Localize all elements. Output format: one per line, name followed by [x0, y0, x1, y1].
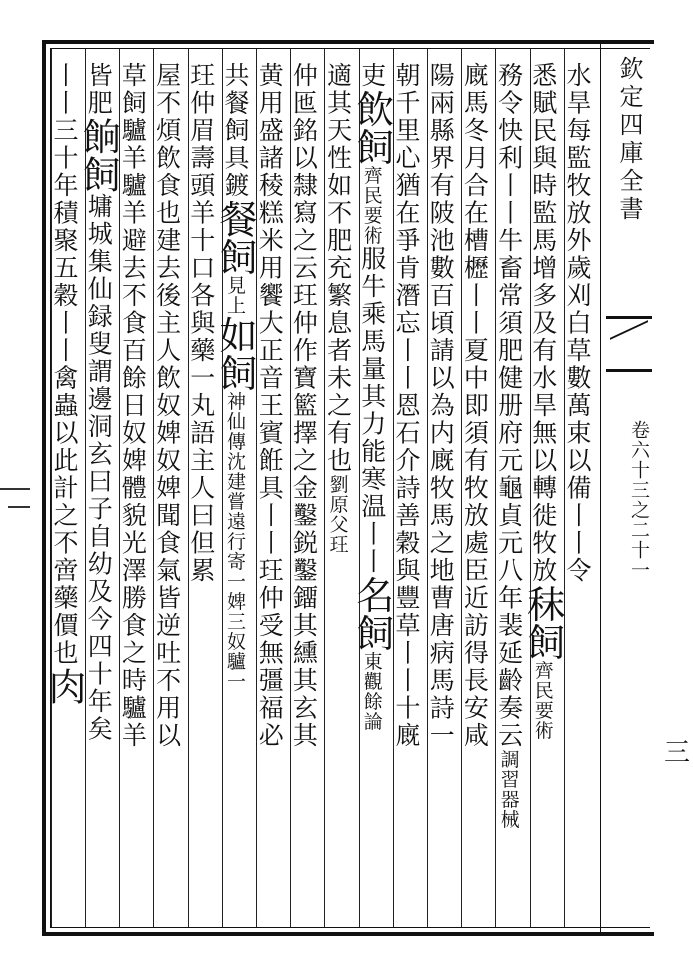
- entry-heading: 飲飼: [349, 89, 394, 166]
- source-note: 東觀餘論: [360, 651, 383, 732]
- text-segment: 頭羊十口各與藥一丸語主人曰但累: [186, 172, 216, 585]
- text-column: [255, 62, 288, 922]
- text-segment: 仲匜銘以隸寫之云玨仲作寶籃擇之金鑿鋭鑿鐂其纁其玄其: [289, 62, 319, 750]
- entry-heading: 名飼: [349, 575, 394, 652]
- text-column: [494, 62, 527, 922]
- text-column: [186, 62, 220, 922]
- text-segment: 墉城集仙録叟謂邊洞玄曰子自幼及今四十年矣: [84, 193, 114, 743]
- page-number: 三: [664, 738, 691, 768]
- scan-mark: [0, 488, 30, 490]
- source-note: 劉原父玨: [326, 474, 349, 555]
- text-column: [152, 62, 185, 922]
- source-note: 神仙傳沈建嘗遠行寄一婢三奴驢一: [223, 391, 246, 692]
- text-column: [562, 62, 596, 922]
- text-segment: 皆肥: [84, 62, 114, 117]
- source-note: 見上: [223, 275, 246, 316]
- text-column: [118, 62, 151, 922]
- entry-heading: 肉: [41, 667, 86, 705]
- center-fold-line: [600, 44, 601, 932]
- text-segment: 廐馬冬月合在槽櫪丨丨夏中即須有牧放處臣近訪得長安咸: [460, 62, 490, 750]
- text-column: [460, 62, 493, 922]
- text-column: [76, 62, 121, 922]
- text-column: [426, 62, 459, 922]
- text-segment: 水旱每監牧放外歲刈白草數萬束以備丨丨令: [562, 62, 592, 585]
- source-note: 齊民要術: [360, 165, 383, 246]
- text-column: [391, 62, 425, 922]
- text-segment: 適其天性如不肥充繁息者未之有也: [323, 62, 353, 475]
- text-segment: 陽兩縣界有陂池數百頃請以為内廐牧馬之地曹唐病馬詩一: [426, 62, 456, 750]
- text-segment: 草飼驢羊驢羊避去不食百餘日奴婢體貌光澤勝食之時驢羊: [118, 62, 148, 750]
- text-segment: 朝千里心猶在爭肯潛忘丨丨恩石介詩善穀與豐草丨丨十廐: [391, 62, 421, 750]
- entry-heading: 餐飼: [212, 199, 257, 276]
- text-segment: 務令快利丨丨牛畜常須肥健册府元龜貞元八年裴延齡奏云: [494, 62, 524, 750]
- entry-heading: 如飼: [212, 315, 257, 392]
- entry-heading: 餉飼: [76, 117, 121, 193]
- text-column: [323, 62, 356, 922]
- text-column: [520, 62, 565, 922]
- source-note: 齊民要術: [531, 660, 554, 741]
- juan-label: 卷六十三之二十一: [628, 420, 650, 580]
- text-segment: 玨仲眉壽: [186, 62, 216, 172]
- text-column: [349, 62, 394, 922]
- text-segment: 共餐飼具鍍: [220, 62, 250, 200]
- text-column: [289, 62, 322, 922]
- text-segment: 悉賦民與時監馬增多及有水旱無以轉徙牧放: [528, 62, 558, 585]
- text-column: [41, 62, 86, 922]
- text-segment: 黄用盛諸稜糕米用饗大正音王賓餁具丨丨玨仲受無彊福必: [255, 62, 285, 750]
- fishtail-mark: [606, 316, 652, 372]
- text-segment: 屋不煩飲食也建去後主人飲奴婢奴婢聞食氣皆逆吐不用以: [152, 62, 182, 750]
- book-title: 欽定四庫全書: [615, 56, 643, 224]
- text-segment: 吏: [357, 62, 387, 90]
- entry-heading: 秣飼: [520, 584, 565, 661]
- text-column: [212, 62, 257, 922]
- text-segment: 服牛乘馬量其力能寒温丨丨: [357, 245, 387, 576]
- scan-mark: [8, 506, 30, 508]
- text-segment: 丨丨三十年積聚五穀丨丨禽蟲以此計之不啻藥價也: [49, 62, 79, 667]
- source-note: 調習器械: [497, 749, 520, 830]
